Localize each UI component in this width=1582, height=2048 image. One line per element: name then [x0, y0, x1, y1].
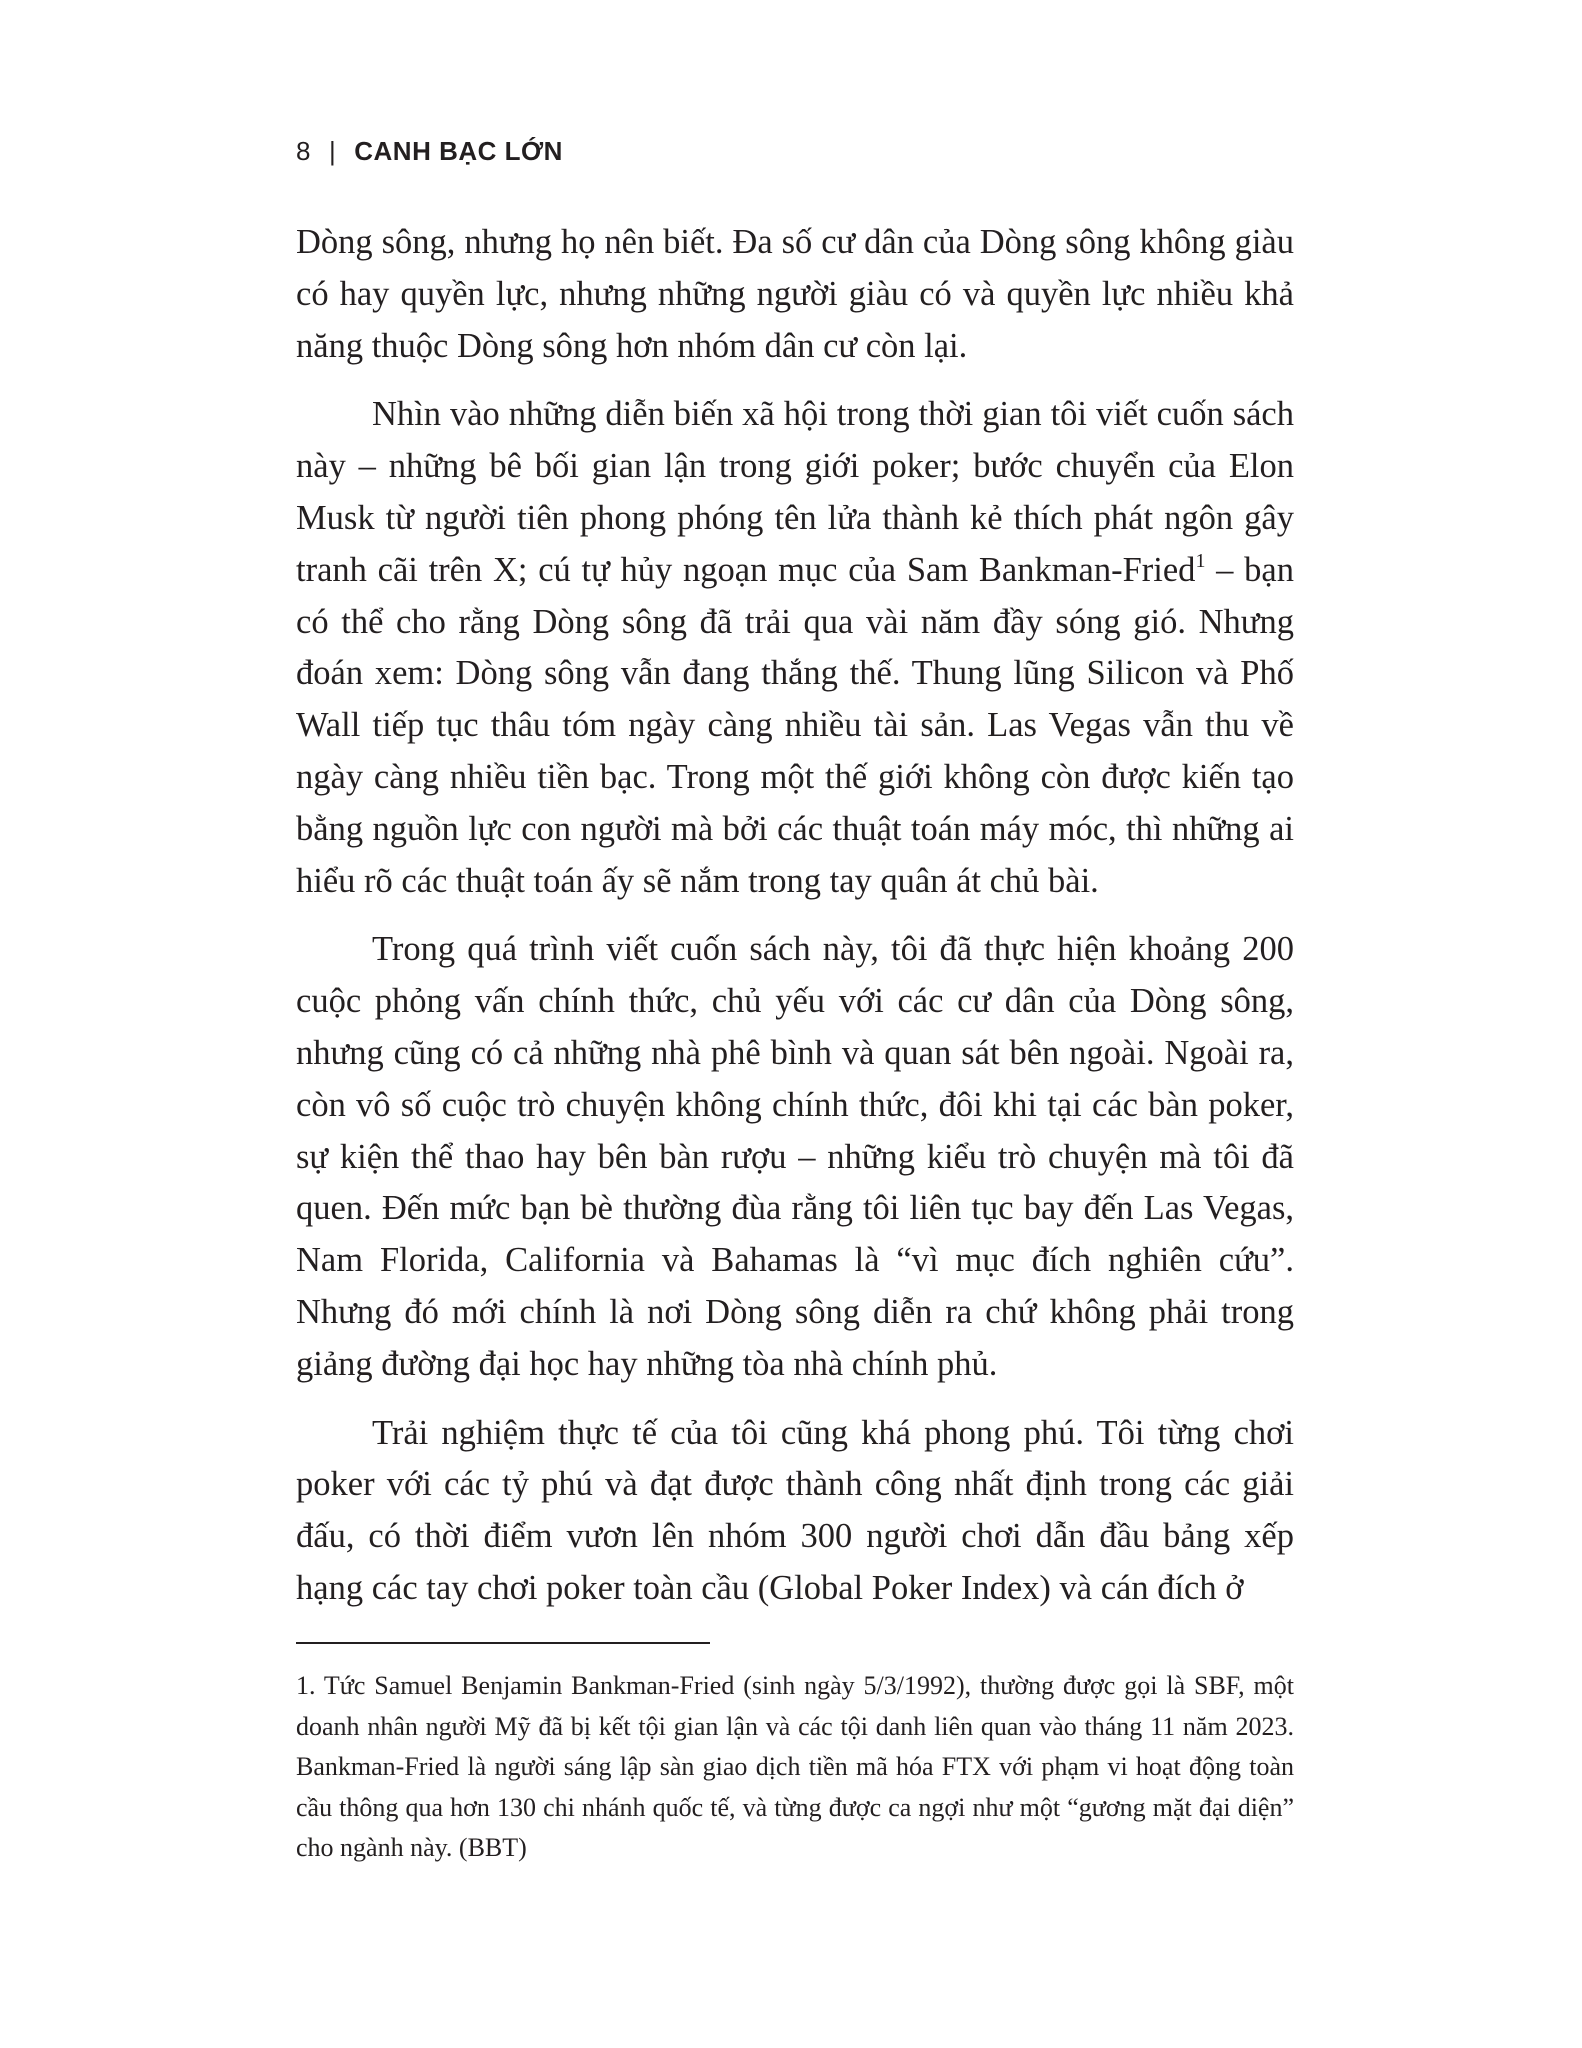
paragraph-2-part-1: Nhìn vào những diễn biến xã hội trong thời gian tôi viết cuốn sách này – những bê bối gian lận trong giới poker; bước chuyển của Elon Musk từ người tiên phong phóng tên lửa thành kẻ thích phát ngôn gây tranh cãi trên X; cú tự hủy ngoạn mục của Sam Bankman-Fried [296, 395, 1294, 589]
paragraph-2-part-2: – bạn có thể cho rằng Dòng sông đã trải qua vài năm đầy sóng gió. Nhưng đoán xem: Dòng sông vẫn đang thắng thế. Thung lũng Silicon và Phố Wall tiếp tục thâu tóm ngày càng nhiều tài sản. Las Vegas vẫn thu về ngày càng nhiều tiền bạc. Trong một thế giới không còn được kiến tạo bằng nguồn lực con người mà bởi các thuật toán máy móc, thì những ai hiểu rõ các thuật toán ấy sẽ nắm trong tay quân át chủ bài. [296, 550, 1294, 900]
running-header [296, 134, 563, 168]
footnote-divider [296, 1642, 710, 1644]
footnote-1: 1. Tức Samuel Benjamin Bankman-Fried (sinh ngày 5/3/1992), thường được gọi là SBF, một doanh nhân người Mỹ đã bị kết tội gian lận và các tội danh liên quan vào tháng 11 năm 2023. Bankman-Fried là người sáng lập sàn giao dịch tiền mã hóa FTX với phạm vi hoạt động toàn cầu thông qua hơn 130 chi nhánh quốc tế, và từng được ca ngợi như một “gương mặt đại diện” cho ngành này. (BBT) [296, 1671, 1294, 1862]
page-number: 8 [296, 136, 311, 166]
header-separator: | [328, 136, 337, 166]
footnote-reference[interactable]: 1 [1195, 549, 1206, 572]
book-title: CANH BẠC LỚN [354, 136, 563, 166]
paragraph-4: Trải nghiệm thực tế của tôi cũng khá phong phú. Tôi từng chơi poker với các tỷ phú và đạt được thành công nhất định trong các giải đấu, có thời điểm vươn lên nhóm 300 người chơi dẫn đầu bảng xếp hạng các tay chơi poker toàn cầu (Global Poker Index) và cán đích ở [296, 1413, 1294, 1607]
body-text [296, 217, 1294, 1632]
paragraph-1: Dòng sông, nhưng họ nên biết. Đa số cư dân của Dòng sông không giàu có hay quyền lực, nhưng những người giàu có và quyền lực nhiều khả năng thuộc Dòng sông hơn nhóm dân cư còn lại. [296, 223, 1294, 365]
paragraph-3: Trong quá trình viết cuốn sách này, tôi đã thực hiện khoảng 200 cuộc phỏng vấn chính thức, chủ yếu với các cư dân của Dòng sông, nhưng cũng có cả những nhà phê bình và quan sát bên ngoài. Ngoài ra, còn vô số cuộc trò chuyện không chính thức, đôi khi tại các bàn poker, sự kiện thể thao hay bên bàn rượu – những kiểu trò chuyện mà tôi đã quen. Đến mức bạn bè thường đùa rằng tôi liên tục bay đến Las Vegas, Nam Florida, California và Bahamas là “vì mục đích nghiên cứu”. Nhưng đó mới chính là nơi Dòng sông diễn ra chứ không phải trong giảng đường đại học hay những tòa nhà chính phủ. [296, 930, 1294, 1383]
paragraph-2 [296, 389, 1294, 907]
